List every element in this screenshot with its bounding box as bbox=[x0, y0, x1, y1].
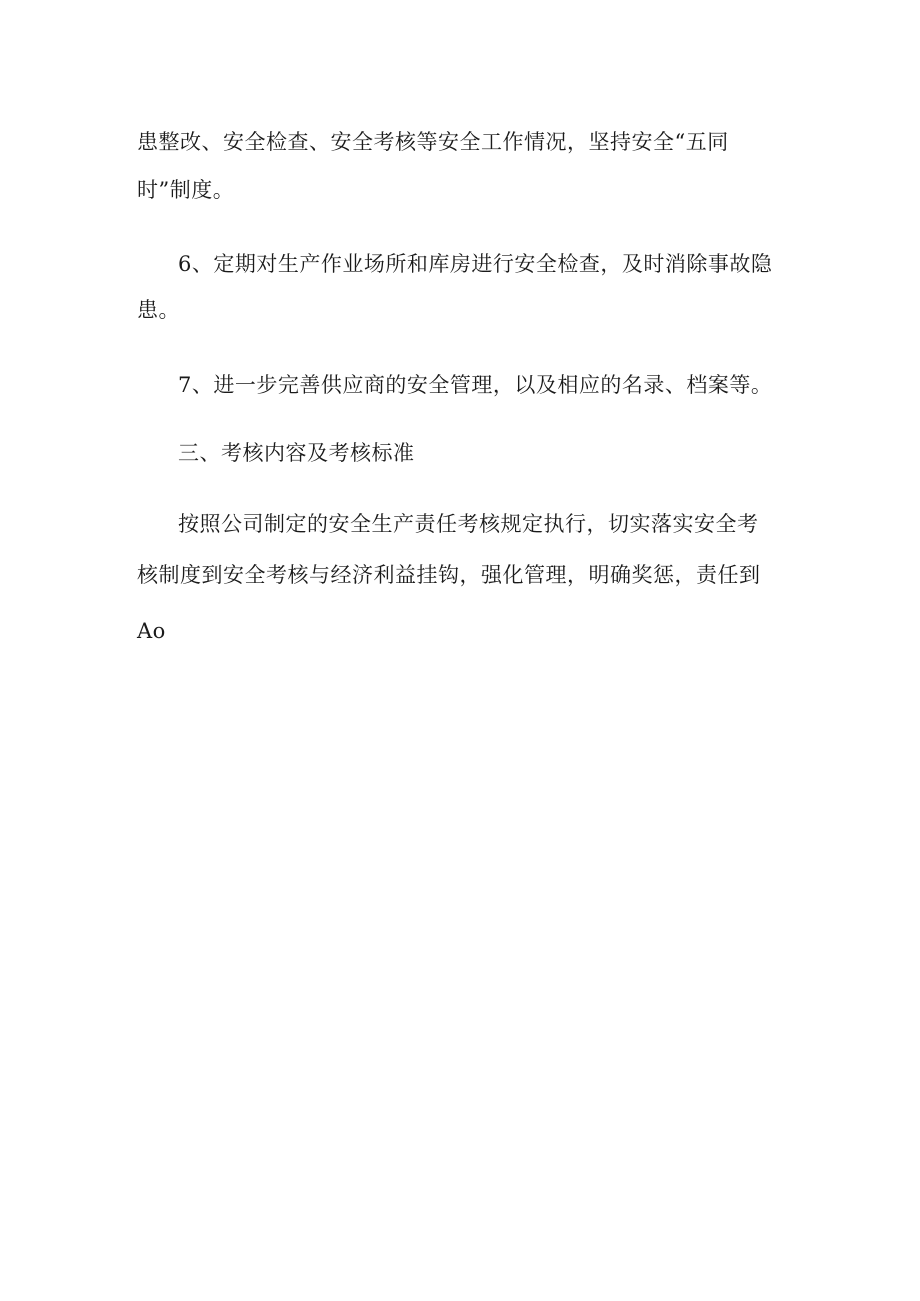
paragraph-1-line-1: 患整改、安全检查、安全考核等安全工作情况，坚持安全“五同 bbox=[137, 130, 729, 154]
paragraph-5-line-1: 按照公司制定的安全生产责任考核规定执行，切实落实安全考 bbox=[178, 512, 759, 536]
section-heading: 三、考核内容及考核标准 bbox=[178, 441, 415, 465]
paragraph-1-line-2: 时”制度。 bbox=[137, 178, 235, 202]
paragraph-2-line-2: 患。 bbox=[137, 298, 180, 322]
paragraph-5-line-3: Ao bbox=[137, 619, 166, 643]
paragraph-3-line-1: 7、进一步完善供应商的安全管理，以及相应的名录、档案等。 bbox=[178, 373, 773, 397]
paragraph-5-line-2: 核制度到安全考核与经济利益挂钩，强化管理，明确奖惩，责任到 bbox=[137, 563, 761, 587]
paragraph-2-line-1: 6、定期对生产作业场所和库房进行安全检查，及时消除事故隐 bbox=[178, 252, 773, 276]
